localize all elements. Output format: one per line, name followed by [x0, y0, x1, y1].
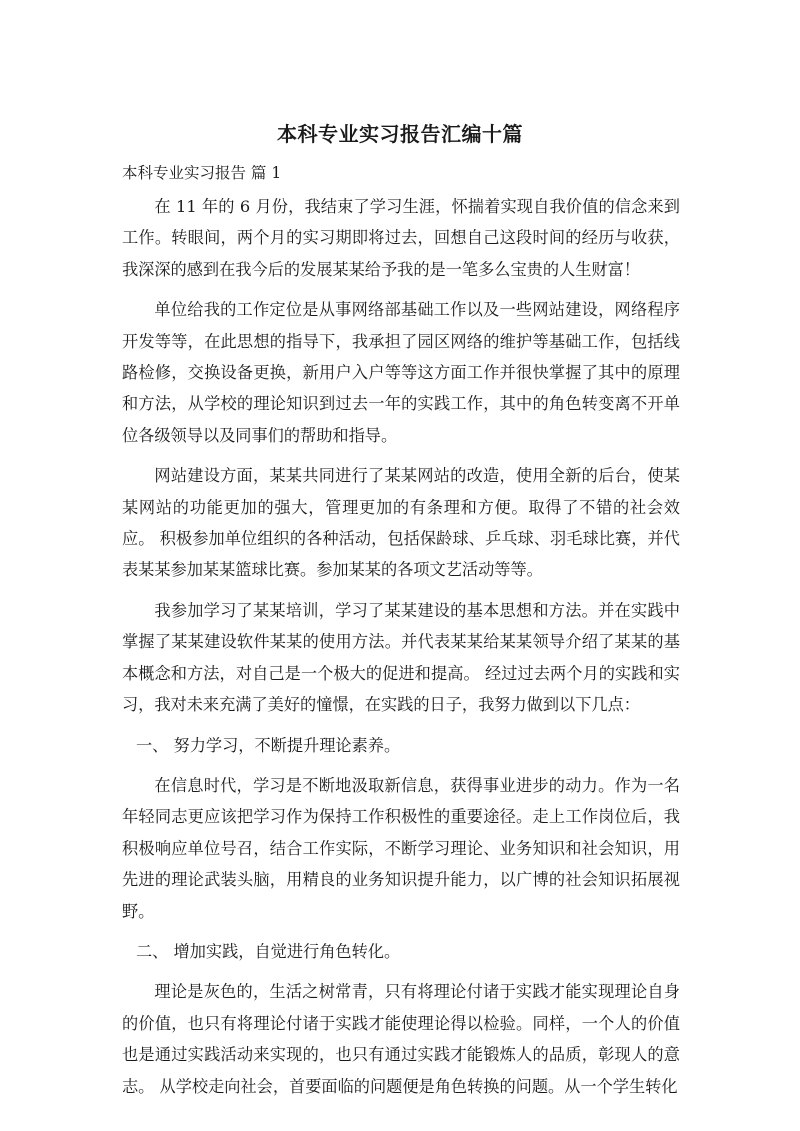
paragraph-job-role: 单位给我的工作定位是从事网络部基础工作以及一些网站建设，网络程序开发等等，在此思想的指导下，我承担了园区网络的维护等基础工作，包括线路检修，交换设备更换，新用户入户等等这方面工作并很快掌握了其中的原理和方法，从学校的理论知识到过去一年的实践工作，其中的角色转变离不开单位各级领导以及同事们的帮助和指导。	[122, 300, 680, 445]
document-title: 本科专业实习报告汇编十篇	[277, 122, 523, 146]
document-body	[122, 191, 680, 1111]
section-heading-study: 一、 努力学习，不断提升理论素养。	[136, 735, 401, 755]
paragraph-practice: 理论是灰色的，生活之树常青，只有将理论付诸于实践才能实现理论自身的价值，也只有将理论付诸于实践才能使理论得以检验。同样，一个人的价值也是通过实践活动来实现的，也只有通过实践才能锻炼人的品质，彰现人的意志。 从学校走向社会，首要面临的问题便是角色转换的问题。从一个学生转化	[122, 982, 680, 1096]
section-heading-practice: 二、 增加实践，自觉进行角色转化。	[136, 941, 401, 961]
paragraph-training: 我参加学习了某某培训，学习了某某建设的基本思想和方法。并在实践中掌握了某某建设软件某某的使用方法。并代表某某给某某领导介绍了某某的基本概念和方法，对自己是一个极大的促进和提高。 经过过去两个月的实践和实习，我对未来充满了美好的憧憬，在实践的日子，我努力做到以下几点：	[122, 600, 680, 715]
paragraph-intro: 在 11 年的 6 月份，我结束了学习生涯，怀揣着实现自我价值的信念来到工作。转眼间，两个月的实习期即将过去，回想自己这段时间的经历与收获，我深深的感到在我今后的发展某某给予我的是一笔多么宝贵的人生财富！	[122, 197, 680, 279]
paragraph-website-work: 网站建设方面，某某共同进行了某某网站的改造，使用全新的后台，使某某网站的功能更加的强大，管理更加的有条理和方便。取得了不错的社会效应。 积极参加单位组织的各种活动，包括保龄球、乒乓球、羽毛球比赛，并代表某某参加某某篮球比赛。参加某某的各项文艺活动等等。	[122, 466, 680, 580]
section-subtitle: 本科专业实习报告 篇 1	[122, 164, 282, 182]
paragraph-study: 在信息时代，学习是不断地汲取新信息，获得事业进步的动力。作为一名年轻同志更应该把学习作为保持工作积极性的重要途径。走上工作岗位后，我积极响应单位号召，结合工作实际，不断学习理论、业务知识和社会知识，用先进的理论武装头脑，用精良的业务知识提升能力，以广博的社会知识拓展视野。	[122, 775, 680, 921]
